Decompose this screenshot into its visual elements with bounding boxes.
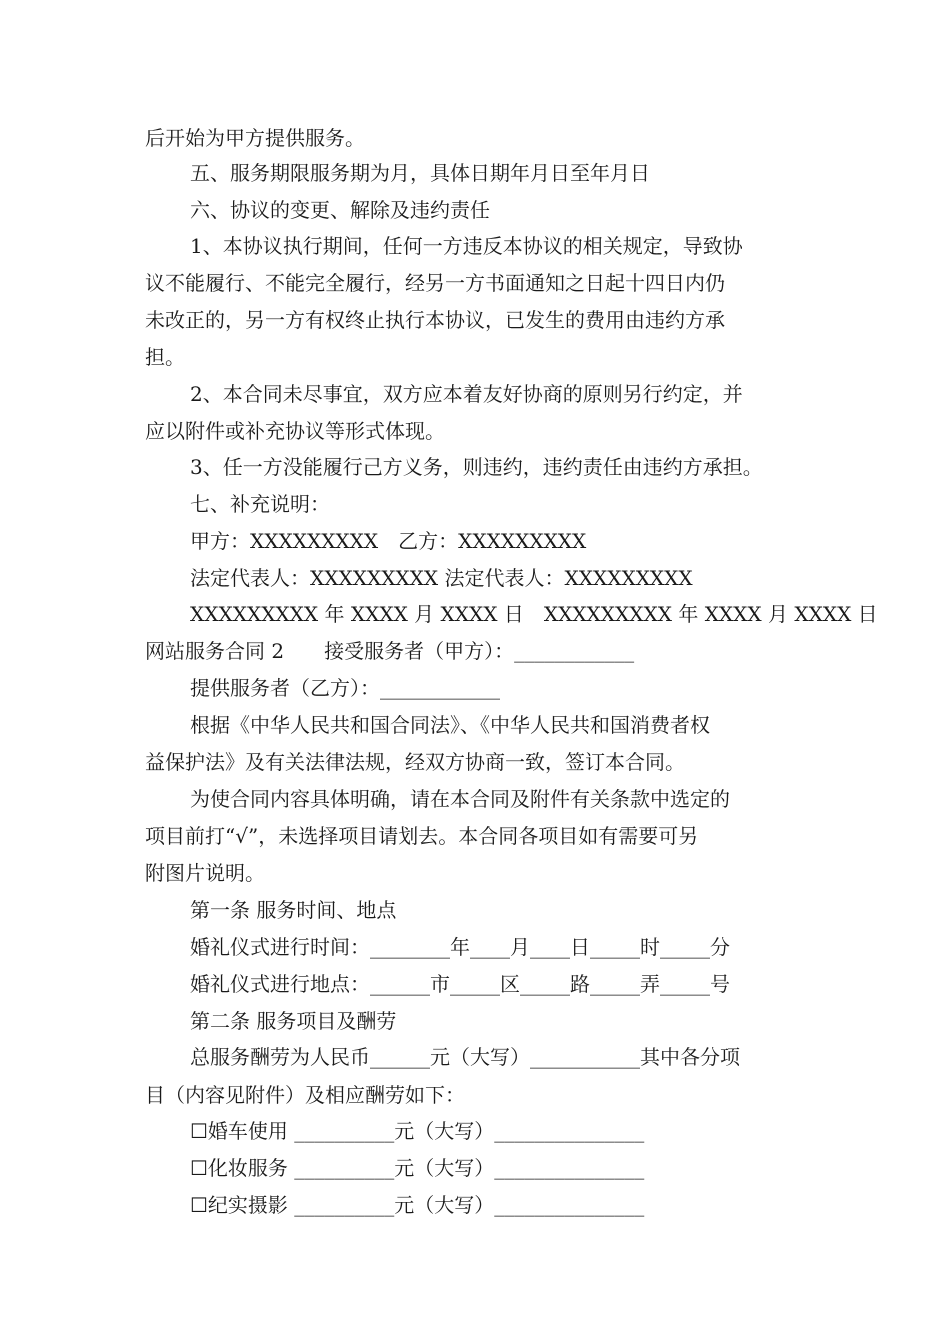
text-line: 提供服务者（乙方）：____________ <box>190 676 500 700</box>
checkbox-item-line: ☐纪实摄影 __________元（大写）_______________ <box>190 1193 645 1217</box>
text-line: 未改正的，另一方有权终止执行本协议，已发生的费用由违约方承 <box>145 308 725 332</box>
form-field-line: 总服务酬劳为人民币______元（大写）___________其中各分项 <box>190 1045 740 1069</box>
checkbox-item-line: ☐化妆服务 __________元（大写）_______________ <box>190 1156 645 1180</box>
text-line: 附图片说明。 <box>145 861 265 885</box>
section-heading: 七、补充说明： <box>190 492 330 516</box>
text-line: 应以附件或补充协议等形式体现。 <box>145 419 445 443</box>
article-heading: 第一条 服务时间、地点 <box>190 898 397 922</box>
text-line: 根据《中华人民共和国合同法》、《中华人民共和国消费者权 <box>190 713 710 737</box>
form-field-line: 婚礼仪式进行地点：______市_____区_____路_____弄_____号 <box>190 972 730 996</box>
text-line: 2、本合同未尽事宜，双方应本着友好协商的原则另行约定，并 <box>190 382 743 406</box>
text-line: 益保护法》及有关法律法规，经双方协商一致，签订本合同。 <box>145 750 685 774</box>
text-line: 为使合同内容具体明确，请在本合同及附件有关条款中选定的 <box>190 787 730 811</box>
text-line: 目（内容见附件）及相应酬劳如下： <box>145 1083 465 1107</box>
text-line: 1、本协议执行期间，任何一方违反本协议的相关规定，导致协 <box>190 234 743 258</box>
section-heading: 五、服务期限服务期为月，具体日期年月日至年月日 <box>190 161 650 185</box>
signature-representative-line: 法定代表人：XXXXXXXXX 法定代表人：XXXXXXXXX <box>190 566 693 590</box>
article-heading: 第二条 服务项目及酬劳 <box>190 1009 397 1033</box>
signature-date-line: XXXXXXXXX 年 XXXX 月 XXXX 日 XXXXXXXXX 年 XXXX 月 XXXX 日 <box>190 602 878 626</box>
text-line: 项目前打“√”，未选择项目请划去。本合同各项目如有需要可另 <box>145 824 699 848</box>
text-line: 担。 <box>145 345 185 369</box>
text-line: 议不能履行、不能完全履行，经另一方书面通知之日起十四日内仍 <box>145 271 725 295</box>
checkbox-item-line: ☐婚车使用 __________元（大写）_______________ <box>190 1119 645 1143</box>
signature-party-line: 甲方：XXXXXXXXX 乙方：XXXXXXXXX <box>190 529 587 553</box>
text-line: 后开始为甲方提供服务。 <box>145 126 365 150</box>
text-line: 3、任一方没能履行己方义务，则违约，违约责任由违约方承担。 <box>190 455 763 479</box>
form-field-line: 婚礼仪式进行时间：________年____月____日_____时_____分 <box>190 935 730 959</box>
section-heading: 六、协议的变更、解除及违约责任 <box>190 198 490 222</box>
contract-title-line: 网站服务合同 2 接受服务者（甲方）：____________ <box>145 639 635 663</box>
